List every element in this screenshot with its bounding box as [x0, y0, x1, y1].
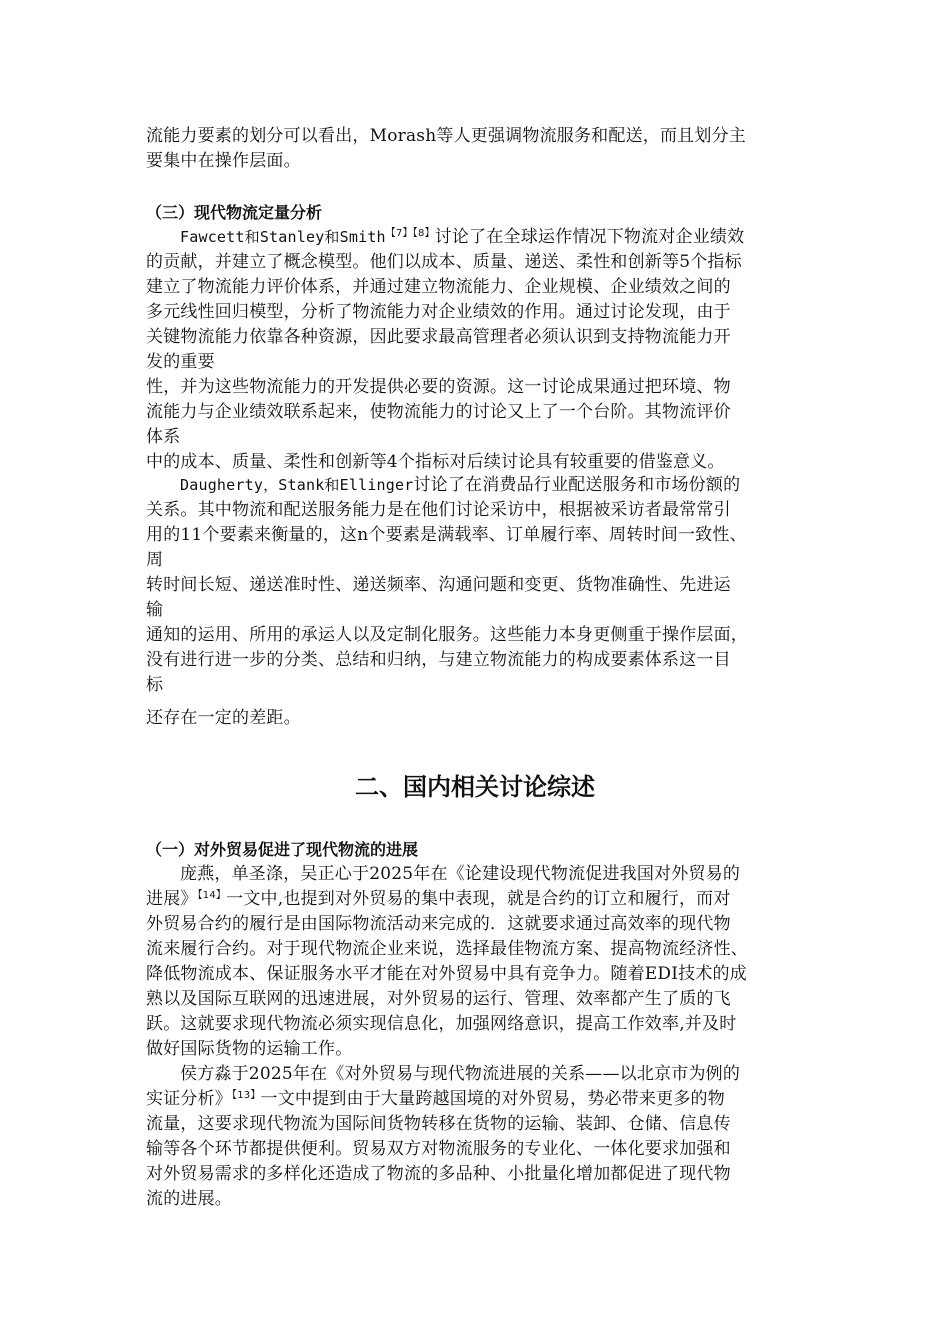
citation-ref: 【8】 [412, 228, 435, 239]
line-rest: 一文中提到由于大量跨越国境的对外贸易，势必带来更多的物 [260, 1089, 725, 1109]
text-line: 流来履行合约。对于现代物流企业来说，选择最佳物流方案、提高物流经济性、 [146, 939, 748, 959]
line-start: 实证分析》 [146, 1089, 232, 1109]
text-line: 转时间长短、递送准时性、递送频率、沟通问题和变更、货物准确性、先进运 [146, 575, 731, 595]
text-line: 流的进展。 [146, 1189, 232, 1209]
text-line: 关键物流能力依靠各种资源，因此要求最高管理者必须认识到支持物流能力开 [146, 327, 731, 347]
section1-paragraph-1 [146, 862, 816, 1062]
text-line: 庞燕，单圣涤，吴正心于2025年在《论建设现代物流促进我国对外贸易的 [180, 864, 741, 884]
text-line: 没有进行进一步的分类、总结和归纳，与建立物流能力的构成要素体系这一目 [146, 650, 731, 670]
section-heading-text: （一）对外贸易促进了现代物流的进展 [146, 840, 419, 859]
text-line: 通知的运用、所用的承运人以及定制化服务。这些能力本身更侧重于操作层面， [146, 625, 748, 645]
text-line: 中的成本、质量、柔性和创新等4个指标对后续讨论具有较重要的借鉴意义。 [146, 452, 725, 472]
author-names: Fawcett和Stanley和Smith [180, 228, 386, 246]
line-rest: 一文中,也提到对外贸易的集中表现，就是合约的订立和履行，而对 [226, 889, 731, 909]
section3-paragraph-2 [146, 473, 816, 698]
text-line: 熟以及国际互联网的迅速进展，对外贸易的运行、管理、效率都产生了质的飞 [146, 989, 731, 1009]
section3-paragraph-1 [146, 225, 816, 475]
text-line: 输等各个环节都提供便利。贸易双方对物流服务的专业化、一体化要求加强和 [146, 1139, 731, 1159]
text-line: 流量，这要求现代物流为国际间货物转移在货物的运输、装卸、仓储、信息传 [146, 1114, 731, 1134]
text-line: 流能力要素的划分可以看出，Morash等人更强调物流服务和配送，而且划分主 [146, 126, 746, 146]
section1-paragraph-2 [146, 1062, 816, 1212]
text-line: 发的重要 [146, 352, 215, 372]
citation-ref: 【13】 [232, 1090, 261, 1101]
text-line: 对外贸易需求的多样化还造成了物流的多品种、小批量化增加都促进了现代物 [146, 1164, 731, 1184]
text-line: 多元线性回归模型，分析了物流能力对企业绩效的作用。通过讨论发现，由于 [146, 302, 731, 322]
text-line: 降低物流成本、保证服务水平才能在对外贸易中具有竞争力。随着EDI技术的成 [146, 964, 747, 984]
intro-paragraph [146, 124, 816, 174]
citation-ref: 【14】 [197, 890, 227, 901]
citation-ref: 【7】 [385, 228, 413, 239]
line-start: 进展》 [146, 889, 198, 909]
text-line: 的贡献，并建立了概念模型。他们以成本、质量、递送、柔性和创新等5个指标 [146, 252, 742, 272]
text-line: 侯方淼于2025年在《对外贸易与现代物流进展的关系——以北京市为例的 [180, 1064, 741, 1084]
text-line: 输 [146, 600, 164, 620]
chapter-title: 二、国内相关讨论综述 [355, 773, 595, 801]
text-line: 要集中在操作层面。 [146, 151, 301, 171]
text-line: 标 [146, 675, 164, 695]
section-heading-3 [146, 201, 816, 225]
text-line: 性，并为这些物流能力的开发提供必要的资源。这一讨论成果通过把环境、物 [146, 377, 731, 397]
text-line: 做好国际货物的运输工作。 [146, 1039, 353, 1059]
text-line: 流能力与企业绩效联系起来，使物流能力的讨论又上了一个台阶。其物流评价 [146, 402, 731, 422]
text-line: 建立了物流能力评价体系，并通过建立物流能力、企业规模、企业绩效之间的 [146, 277, 731, 297]
section3-paragraph-2-end [146, 706, 816, 731]
paragraph-lead-line [146, 225, 816, 250]
paragraph-line-with-ref [146, 1087, 816, 1112]
text-line: 关系。其中物流和配送服务能力是在他们讨论采访中，根据被采访者最常常引 [146, 500, 731, 520]
text-line: 体系 [146, 427, 181, 447]
paragraph-line-with-ref [146, 887, 816, 912]
text-line: 外贸易合约的履行是由国际物流活动来完成的．这就要求通过高效率的现代物 [146, 914, 731, 934]
text-line: 周 [146, 550, 164, 570]
text-line: 用的11个要素来衡量的，这n个要素是满载率、订单履行率、周转时间一致性、 [146, 525, 747, 545]
lead-text: 讨论了在全球运作情况下物流对企业绩效 [434, 227, 745, 247]
text-line: 还存在一定的差距。 [146, 708, 301, 728]
paragraph-lead-line [146, 473, 816, 498]
lead-text: 讨论了在消费品行业配送服务和市场份额的 [413, 475, 741, 495]
section-heading-text: （三）现代物流定量分析 [146, 203, 323, 222]
section-heading-1 [146, 838, 816, 862]
author-names: Daugherty，Stank和Ellinger [180, 476, 414, 494]
text-line: 跃。这就要求现代物流必须实现信息化，加强网络意识，提高工作效率,并及时 [146, 1014, 737, 1034]
